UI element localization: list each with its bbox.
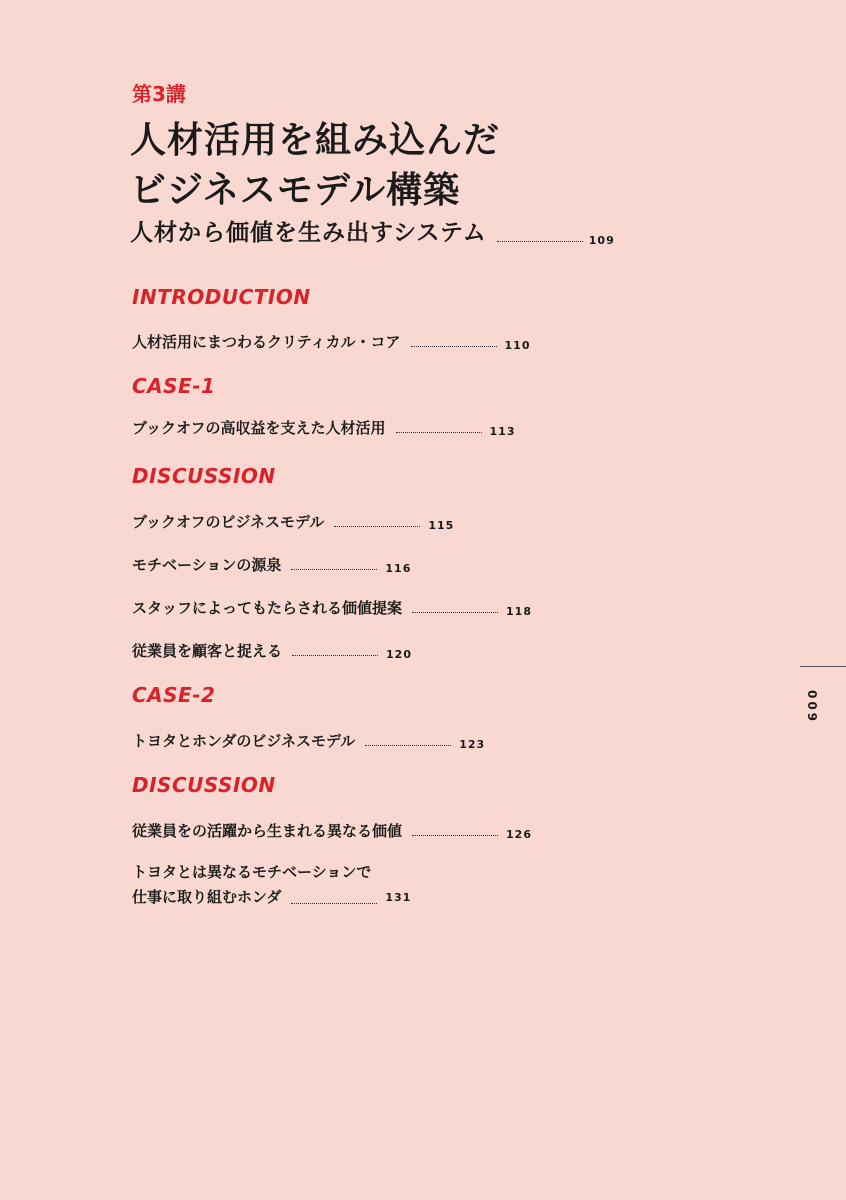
toc-entry-title: スタッフによってもたらされる価値提案 bbox=[132, 599, 403, 617]
page-number: 113 bbox=[489, 425, 516, 438]
dot-leader bbox=[411, 346, 497, 347]
toc-entry-title: ブックオフのビジネスモデル bbox=[132, 513, 325, 531]
folio-page-number: 009 bbox=[805, 689, 819, 725]
page-number: 123 bbox=[459, 738, 486, 751]
page-number: 110 bbox=[504, 339, 531, 352]
chapter-subtitle: 人材から価値を生み出すシステム bbox=[130, 220, 487, 246]
dot-leader bbox=[292, 655, 378, 656]
section-heading-introduction: INTRODUCTION bbox=[132, 285, 311, 309]
toc-entry[interactable] bbox=[132, 820, 532, 841]
page-number: 131 bbox=[385, 891, 412, 904]
page-number: 120 bbox=[386, 648, 412, 661]
chapter-title-line2: ビジネスモデル構築 bbox=[130, 170, 461, 211]
dot-leader bbox=[291, 569, 377, 570]
dot-leader bbox=[365, 745, 451, 746]
dot-leader bbox=[497, 241, 583, 242]
toc-entry-title: トヨタとホンダのビジネスモデル bbox=[132, 732, 356, 750]
dot-leader bbox=[334, 526, 420, 527]
chapter-label: 第3講 bbox=[132, 82, 186, 106]
toc-entry-title: 人材活用にまつわるクリティカル・コア bbox=[132, 333, 401, 351]
toc-entry[interactable] bbox=[132, 331, 530, 352]
chapter-title bbox=[130, 116, 500, 216]
toc-entry-title-line1: トヨタとは異なるモチベーションで bbox=[132, 863, 372, 881]
toc-entry[interactable] bbox=[132, 730, 485, 751]
toc-entry[interactable] bbox=[132, 417, 515, 438]
toc-entry[interactable] bbox=[132, 511, 454, 532]
section-heading-case-2: CASE-2 bbox=[132, 683, 216, 707]
dot-leader bbox=[412, 612, 498, 613]
toc-entry-title: 従業員を顧客と捉える bbox=[132, 642, 283, 660]
dot-leader bbox=[396, 432, 482, 433]
chapter-title-line1: 人材活用を組み込んだ bbox=[130, 120, 501, 161]
page-number: 109 bbox=[588, 234, 615, 247]
page-number: 118 bbox=[506, 605, 532, 618]
section-heading-case-1: CASE-1 bbox=[132, 374, 216, 398]
section-heading-discussion: DISCUSSION bbox=[132, 464, 276, 488]
section-heading-discussion-2: DISCUSSION bbox=[132, 773, 276, 797]
toc-entry-title: ブックオフの高収益を支えた人材活用 bbox=[132, 419, 386, 437]
side-rule bbox=[800, 666, 846, 667]
toc-entry[interactable] bbox=[132, 597, 532, 618]
chapter-subtitle-row[interactable] bbox=[130, 214, 615, 247]
page-number: 126 bbox=[506, 828, 532, 841]
page-number: 115 bbox=[428, 519, 455, 532]
toc-entry-two-line[interactable] bbox=[132, 860, 411, 910]
dot-leader bbox=[291, 903, 377, 904]
toc-entry-title: 従業員をの活躍から生まれる異なる価値 bbox=[132, 822, 403, 840]
toc-entry[interactable] bbox=[132, 640, 412, 661]
page-number: 116 bbox=[385, 562, 412, 575]
toc-entry-line1 bbox=[132, 860, 411, 885]
dot-leader bbox=[412, 835, 498, 836]
toc-entry-line2 bbox=[132, 885, 411, 910]
toc-entry[interactable] bbox=[132, 554, 411, 575]
toc-entry-title-line2: 仕事に取り組むホンダ bbox=[132, 888, 282, 906]
toc-entry-title: モチベーションの源泉 bbox=[132, 556, 282, 574]
